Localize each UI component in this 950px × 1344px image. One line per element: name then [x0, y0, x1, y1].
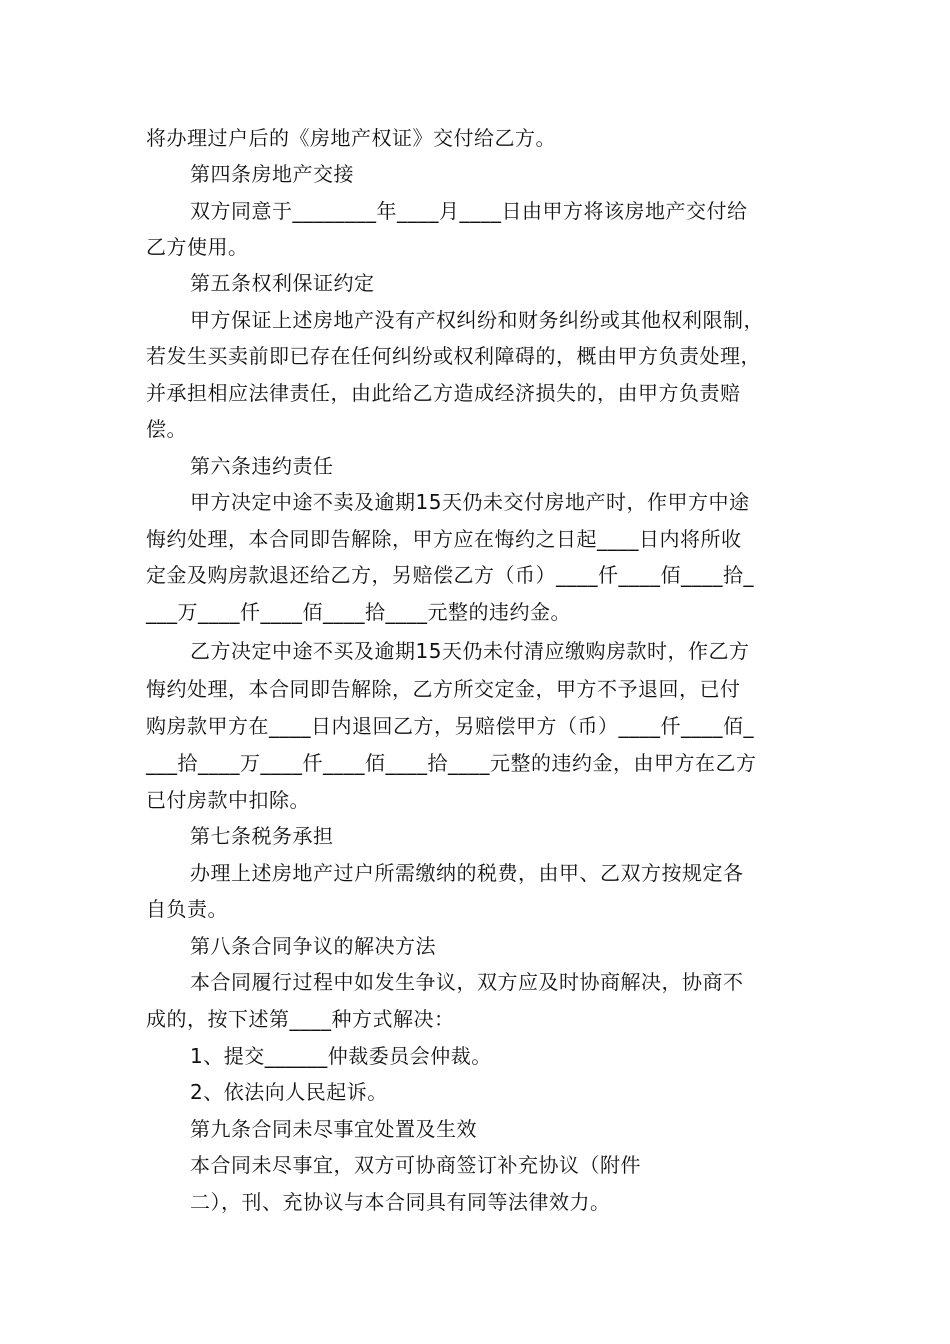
section-heading: 第六条违约责任 [190, 454, 334, 478]
section-heading: 第八条合同争议的解决方法 [190, 934, 436, 958]
text-line: 成的，按下述第____种方式解决： [146, 1007, 455, 1031]
text-line: 乙方决定中途不买及逾期15天仍未付清应缴购房款时，作乙方 [190, 639, 750, 663]
text-line: 甲方保证上述房地产没有产权纠纷和财务纠纷或其他权利限制， [190, 308, 764, 332]
text-line: 若发生买卖前即已存在任何纠纷或权利障碍的，概由甲方负责处理， [146, 344, 761, 368]
text-line: 偿。 [146, 417, 187, 441]
text-line: 悔约处理，本合同即告解除，乙方所交定金，甲方不予退回，已付 [146, 677, 741, 701]
text-line: 乙方使用。 [146, 235, 249, 259]
text-line: 双方同意于________年____月____日由甲方将该房地产交付给 [190, 199, 748, 223]
section-heading: 第七条税务承担 [190, 824, 334, 848]
list-item: 2、依法向人民起诉。 [190, 1080, 388, 1104]
text-line: 二），刊、充协议与本合同具有同等法律效力。 [190, 1190, 611, 1214]
text-line: ___拾____万____仟____佰____拾____元整的违约金，由甲方在乙方 [146, 751, 757, 775]
section-heading: 第五条权利保证约定 [190, 271, 375, 295]
text-line: 本合同履行过程中如发生争议，双方应及时协商解决，协商不 [190, 970, 744, 994]
text-line: ___万____仟____佰____拾____元整的违约金。 [146, 600, 571, 624]
text-line: 本合同未尽事宜，双方可协商签订补充协议（附件 [190, 1153, 641, 1177]
text-line: 自负责。 [146, 897, 228, 921]
text-line: 并承担相应法律责任，由此给乙方造成经济损失的，由甲方负责赔 [146, 381, 741, 405]
section-heading: 第四条房地产交接 [190, 162, 354, 186]
list-item: 1、提交______仲裁委员会仲裁。 [190, 1044, 492, 1068]
text-line: 定金及购房款退还给乙方，另赔偿乙方（币）____仟____佰____拾_ [146, 563, 754, 587]
text-line: 购房款甲方在____日内退回乙方，另赔偿甲方（币）____仟____佰_ [146, 714, 754, 738]
section-heading: 第九条合同未尽事宜处置及生效 [190, 1117, 477, 1141]
text-line: 办理上述房地产过户所需缴纳的税费，由甲、乙双方按规定各 [190, 861, 744, 885]
text-line: 甲方决定中途不卖及逾期15天仍未交付房地产时，作甲方中途 [190, 490, 750, 514]
text-line: 已付房款中扣除。 [146, 788, 310, 812]
text-line: 将办理过户后的《房地产权证》交付给乙方。 [146, 126, 556, 150]
text-line: 悔约处理，本合同即告解除，甲方应在悔约之日起____日内将所收 [146, 527, 742, 551]
